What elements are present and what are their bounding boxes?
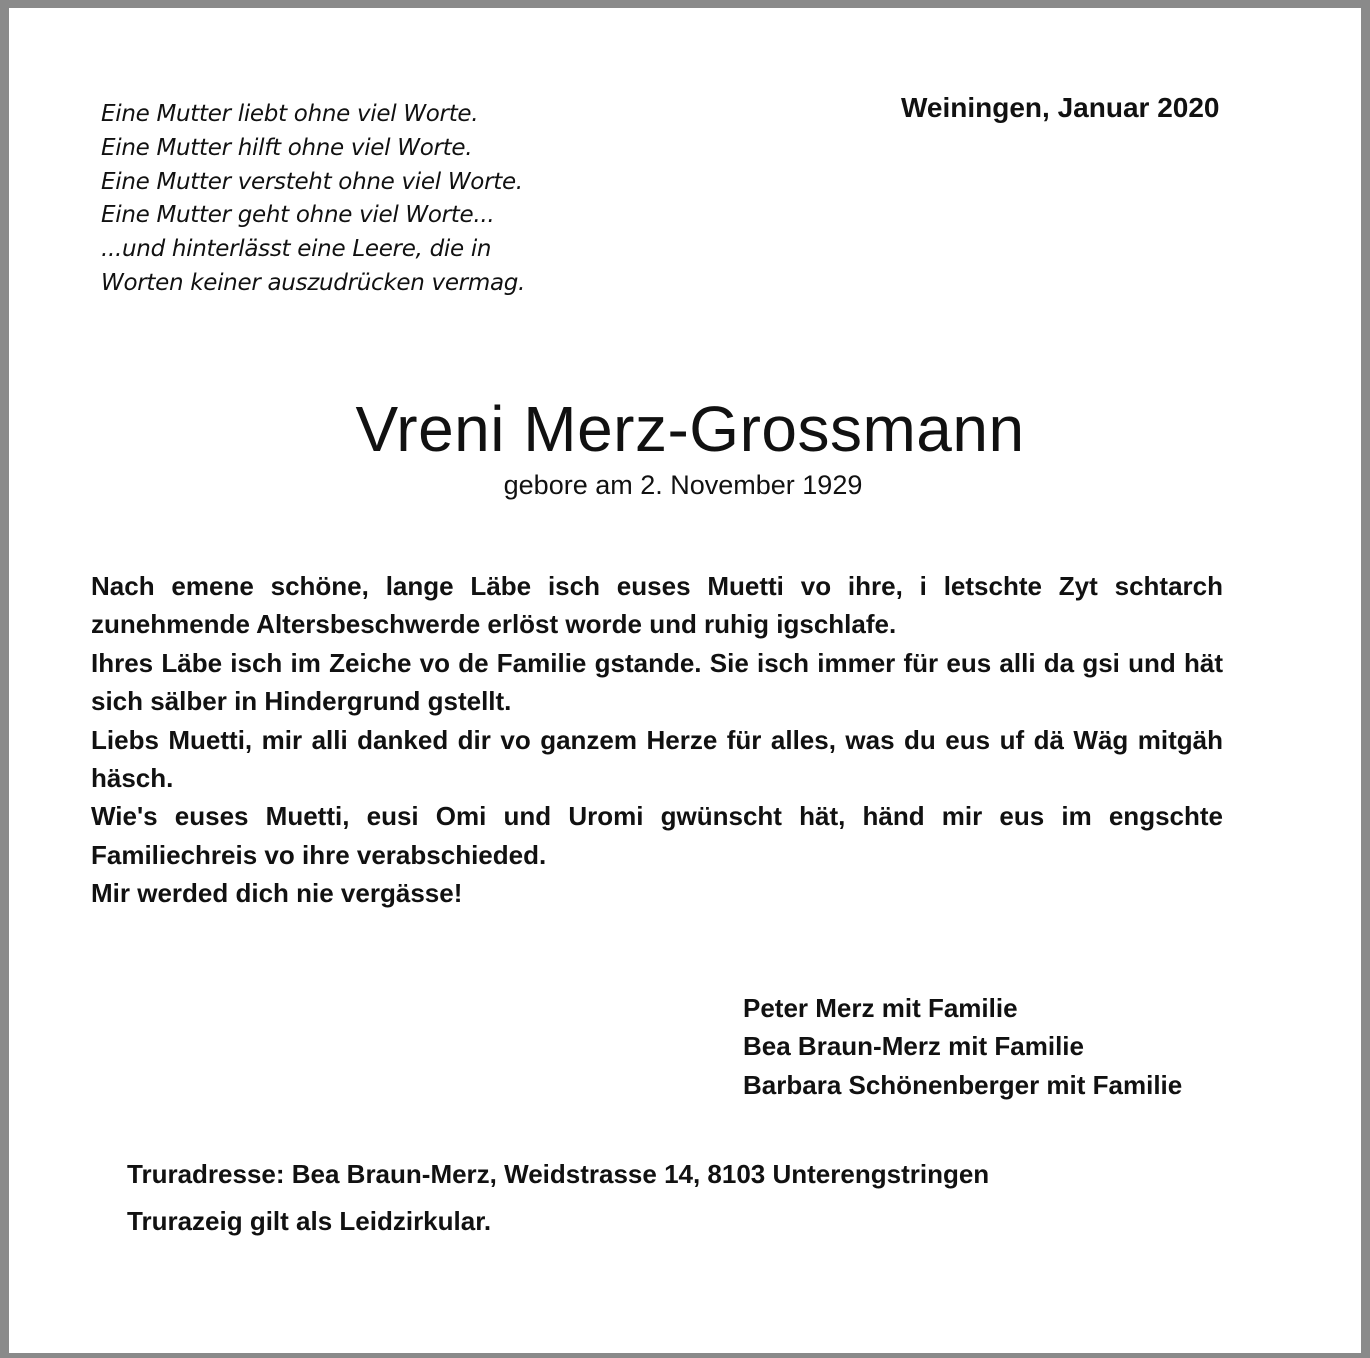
birth-date: gebore am 2. November 1929 [503, 470, 863, 500]
announcement-paragraph: Nach emene schöne, lange Läbe isch euses Muetti vo ihre, i letschte Zyt schtarch zunehmende Altersbeschwerde erlöst worde und ruhig igschlafe. [91, 571, 1223, 640]
deceased-name: Vreni Merz-Grossmann [355, 393, 1025, 465]
mourner-entry: Bea Braun-Merz mit Familie [743, 1031, 1084, 1062]
announcement-paragraph: Mir werded dich nie vergässe! [91, 878, 463, 909]
place-date: Weiningen, Januar 2020 [901, 92, 1220, 123]
announcement-paragraph: Liebs Muetti, mir alli danked dir vo ganzem Herze für alles, was du eus uf dä Wäg mitgäh häsch. [91, 724, 1223, 794]
poem-line: ...und hinterlässt eine Leere, die in [101, 236, 492, 263]
mourner-entry: Peter Merz mit Familie [743, 993, 1018, 1023]
poem-line: Worten keiner auszudrücken vermag. [101, 269, 526, 296]
announcement-paragraph: Ihres Läbe isch im Zeiche vo de Familie gstande. Sie isch immer für eus alli da gsi und hät sich sälber in Hindergrund gstellt. [91, 647, 1223, 717]
poem-line: Eine Mutter hilft ohne viel Worte. [101, 134, 473, 161]
poem-line: Eine Mutter versteht ohne viel Worte. [101, 168, 523, 195]
circular-note: Trurazeig gilt als Leidzirkular. [127, 1206, 492, 1236]
poem-line: Eine Mutter liebt ohne viel Worte. [101, 101, 479, 127]
poem-line: Eine Mutter geht ohne viel Worte... [101, 202, 495, 229]
announcement-text [91, 567, 1223, 913]
announcement-paragraph: Wie's euses Muetti, eusi Omi und Uromi gwünscht hät, händ mir eus im engschte Familiechreis vo ihre verabschieded. [91, 801, 1223, 870]
mourning-address: Truradresse: Bea Braun-Merz, Weidstrasse 14, 8103 Unterengstringen [127, 1159, 990, 1189]
mourner-entry: Barbara Schönenberger mit Familie [743, 1069, 1183, 1100]
memorial-poem [101, 98, 525, 301]
mourners-list [743, 989, 1182, 1104]
